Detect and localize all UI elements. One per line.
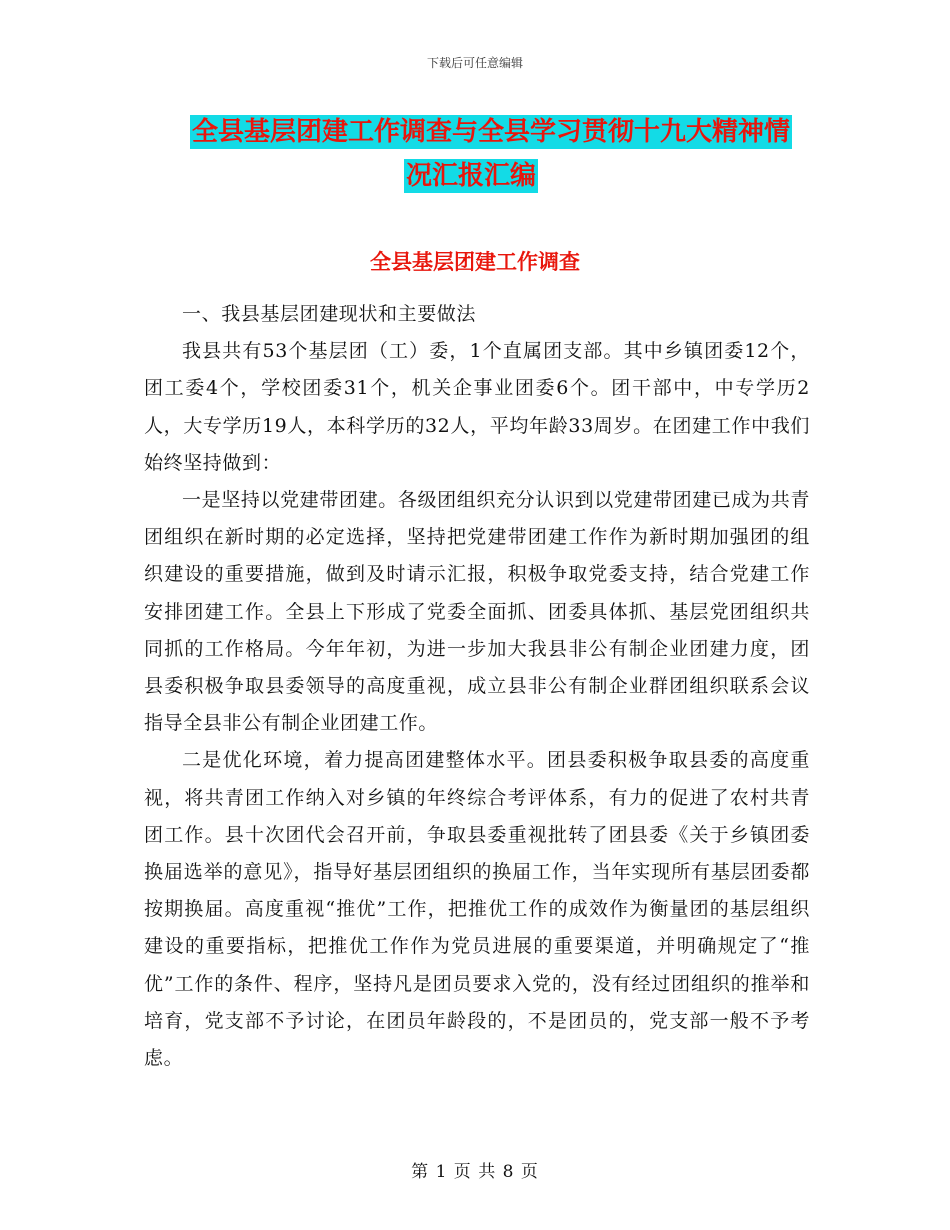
section-heading: 一、我县基层团建现状和主要做法 <box>182 303 477 325</box>
body-text <box>144 296 810 1077</box>
title-highlight-2: 况汇报汇编 <box>406 161 537 191</box>
section-title: 全县基层团建工作调查 <box>370 250 580 274</box>
page-number: 第 1 页 共 8 页 <box>411 1162 539 1182</box>
header-note: 下载后可任意编辑 <box>426 56 523 70</box>
title-line-2 <box>190 154 810 198</box>
paragraph: 一是坚持以党建带团建。各级团组织充分认识到以党建带团建已成为共青团组织在新时期的必定选择，坚持把党建带团建工作作为新时期加强团的组织建设的重要措施，做到及时请示汇报，积极争取党委支持，结合党建工作安排团建工作。全县上下形成了党委全面抓、团委具体抓、基层党团组织共同抓的工作格局。今年年初，为进一步加大我县非公有制企业团建力度，团县委积极争取县委领导的高度重视，成立县非公有制企业群团组织联系会议指导全县非公有制企业团建工作。 <box>144 489 810 735</box>
document-title <box>190 110 810 198</box>
title-highlight-1: 全县基层团建工作调查与全县学习贯彻十九大精神情 <box>192 117 791 147</box>
paragraph: 我县共有53个基层团（工）委，1个直属团支部。其中乡镇团委12个，团工委4个，学校团委31个，机关企事业团委6个。团干部中，中专学历2人，大专学历19人，本科学历的32人，平均年龄33周岁。在团建工作中我们始终坚持做到： <box>144 340 810 474</box>
paragraph: 二是优化环境，着力提高团建整体水平。团县委积极争取县委的高度重视，将共青团工作纳入对乡镇的年终综合考评体系，有力的促进了农村共青团工作。县十次团代会召开前，争取县委重视批转了团县委《关于乡镇团委换届选举的意见》，指导好基层团组织的换届工作，当年实现所有基层团委都按期换届。高度重视“推优”工作，把推优工作的成效作为衡量团的基层组织建设的重要指标，把推优工作作为党员进展的重要渠道，并明确规定了“推优”工作的条件、程序，坚持凡是团员要求入党的，没有经过团组织的推举和培育，党支部不予讨论，在团员年龄段的，不是团员的，党支部一般不予考虑。 <box>144 749 810 1070</box>
title-line-1 <box>190 110 810 154</box>
